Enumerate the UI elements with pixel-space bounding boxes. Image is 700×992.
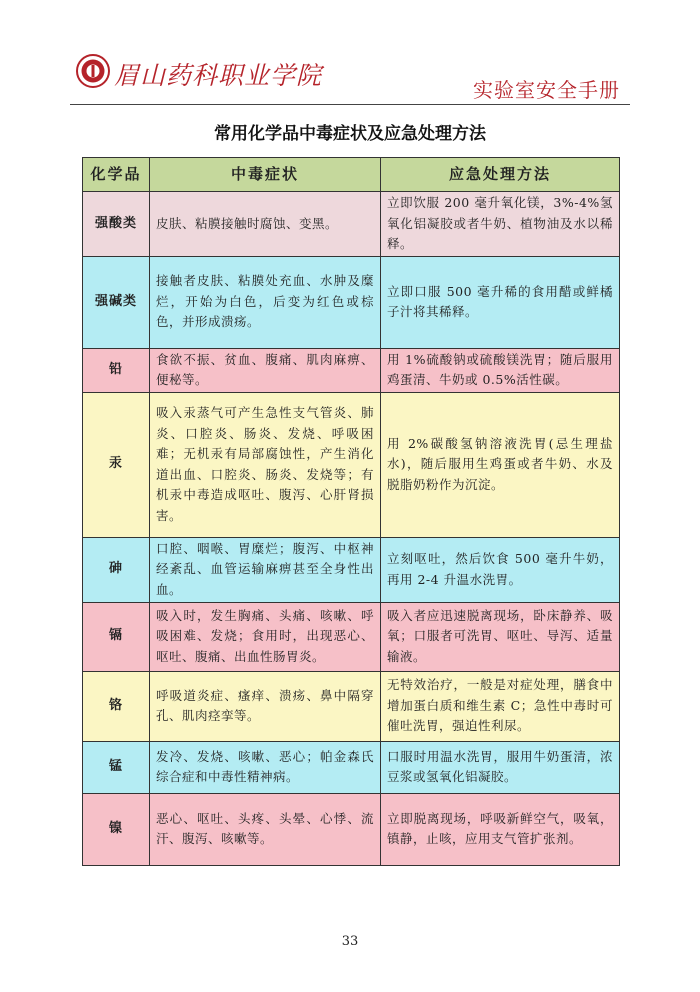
table-row <box>83 793 620 865</box>
table-row <box>83 256 620 348</box>
chemical-cell: 强碱类 <box>83 256 150 348</box>
column-header-symptoms: 中毒症状 <box>150 158 381 192</box>
chemical-cell: 铬 <box>83 671 150 741</box>
chemical-cell: 砷 <box>83 537 150 602</box>
treatment-cell: 用 2%碳酸氢钠溶液洗胃(忌生理盐水)，随后服用生鸡蛋或者牛奶、水及脱脂奶粉作为沉淀。 <box>381 392 620 537</box>
treatment-cell: 立刻呕吐，然后饮食 500 毫升牛奶，再用 2-4 升温水洗胃。 <box>381 537 620 602</box>
table-body <box>83 192 620 866</box>
chemical-cell: 锰 <box>83 741 150 793</box>
page-title: 常用化学品中毒症状及应急处理方法 <box>214 124 486 144</box>
treatment-cell: 口服时用温水洗胃，服用牛奶蛋清，浓豆浆或氢氧化铝凝胶。 <box>381 741 620 793</box>
table-row <box>83 602 620 671</box>
symptoms-cell: 恶心、呕吐、头疼、头晕、心悸、流汗、腹泻、咳嗽等。 <box>150 793 381 865</box>
symptoms-cell: 吸入汞蒸气可产生急性支气管炎、肺炎、口腔炎、肠炎、发烧、呼吸困难；无机汞有局部腐蚀性，产生消化道出血、口腔炎、肠炎、发烧等；有机汞中毒造成呕吐、腹泻、心肝肾损害。 <box>150 392 381 537</box>
page-number: 33 <box>341 934 359 949</box>
header-divider <box>70 104 630 105</box>
symptoms-cell: 接触者皮肤、粘膜处充血、水肿及糜烂，开始为白色，后变为红色或棕色，并形成溃疡。 <box>150 256 381 348</box>
table-row <box>83 741 620 793</box>
school-logo-icon <box>76 54 110 88</box>
symptoms-cell: 皮肤、粘膜接触时腐蚀、变黑。 <box>150 192 381 257</box>
table-row <box>83 392 620 537</box>
treatment-cell: 用 1%硫酸钠或硫酸镁洗胃；随后服用鸡蛋清、牛奶或 0.5%活性碳。 <box>381 348 620 392</box>
chemical-cell: 汞 <box>83 392 150 537</box>
symptoms-cell: 食欲不振、贫血、腹痛、肌肉麻痹、便秘等。 <box>150 348 381 392</box>
table-row <box>83 671 620 741</box>
symptoms-cell: 口腔、咽喉、胃糜烂；腹泻、中枢神经紊乱、血管运输麻痹甚至全身性出血。 <box>150 537 381 602</box>
symptoms-cell: 呼吸道炎症、瘙痒、溃疡、鼻中隔穿孔、肌肉痉挛等。 <box>150 671 381 741</box>
chemical-cell: 铅 <box>83 348 150 392</box>
symptoms-cell: 吸入时，发生胸痛、头痛、咳嗽、呼吸困难、发烧；食用时，出现恶心、呕吐、腹痛、出血性肠胃炎。 <box>150 602 381 671</box>
column-header-chemical: 化学品 <box>83 158 150 192</box>
poisoning-table <box>82 157 620 866</box>
school-name: 眉山药科职业学院 <box>114 61 323 90</box>
table-row <box>83 192 620 257</box>
treatment-cell: 吸入者应迅速脱离现场，卧床静养、吸氧；口服者可洗胃、呕吐、导泻、适量输液。 <box>381 602 620 671</box>
column-header-treatment: 应急处理方法 <box>381 158 620 192</box>
manual-title: 实验室安全手册 <box>473 78 620 102</box>
treatment-cell: 立即饮服 200 毫升氧化镁，3%-4%氢氧化铝凝胶或者牛奶、植物油及水以稀释。 <box>381 192 620 257</box>
table-row <box>83 537 620 602</box>
chemical-cell: 强酸类 <box>83 192 150 257</box>
treatment-cell: 立即口服 500 毫升稀的食用醋或鲜橘子汁将其稀释。 <box>381 256 620 348</box>
treatment-cell: 无特效治疗，一般是对症处理，膳食中增加蛋白质和维生素 C；急性中毒时可催吐洗胃，强迫性利尿。 <box>381 671 620 741</box>
table-header-row <box>83 158 620 192</box>
treatment-cell: 立即脱离现场，呼吸新鲜空气，吸氧，镇静，止咳，应用支气管扩张剂。 <box>381 793 620 865</box>
symptoms-cell: 发冷、发烧、咳嗽、恶心；帕金森氏综合症和中毒性精神病。 <box>150 741 381 793</box>
page-header <box>70 44 630 102</box>
chemical-cell: 镍 <box>83 793 150 865</box>
chemical-cell: 镉 <box>83 602 150 671</box>
table-row <box>83 348 620 392</box>
